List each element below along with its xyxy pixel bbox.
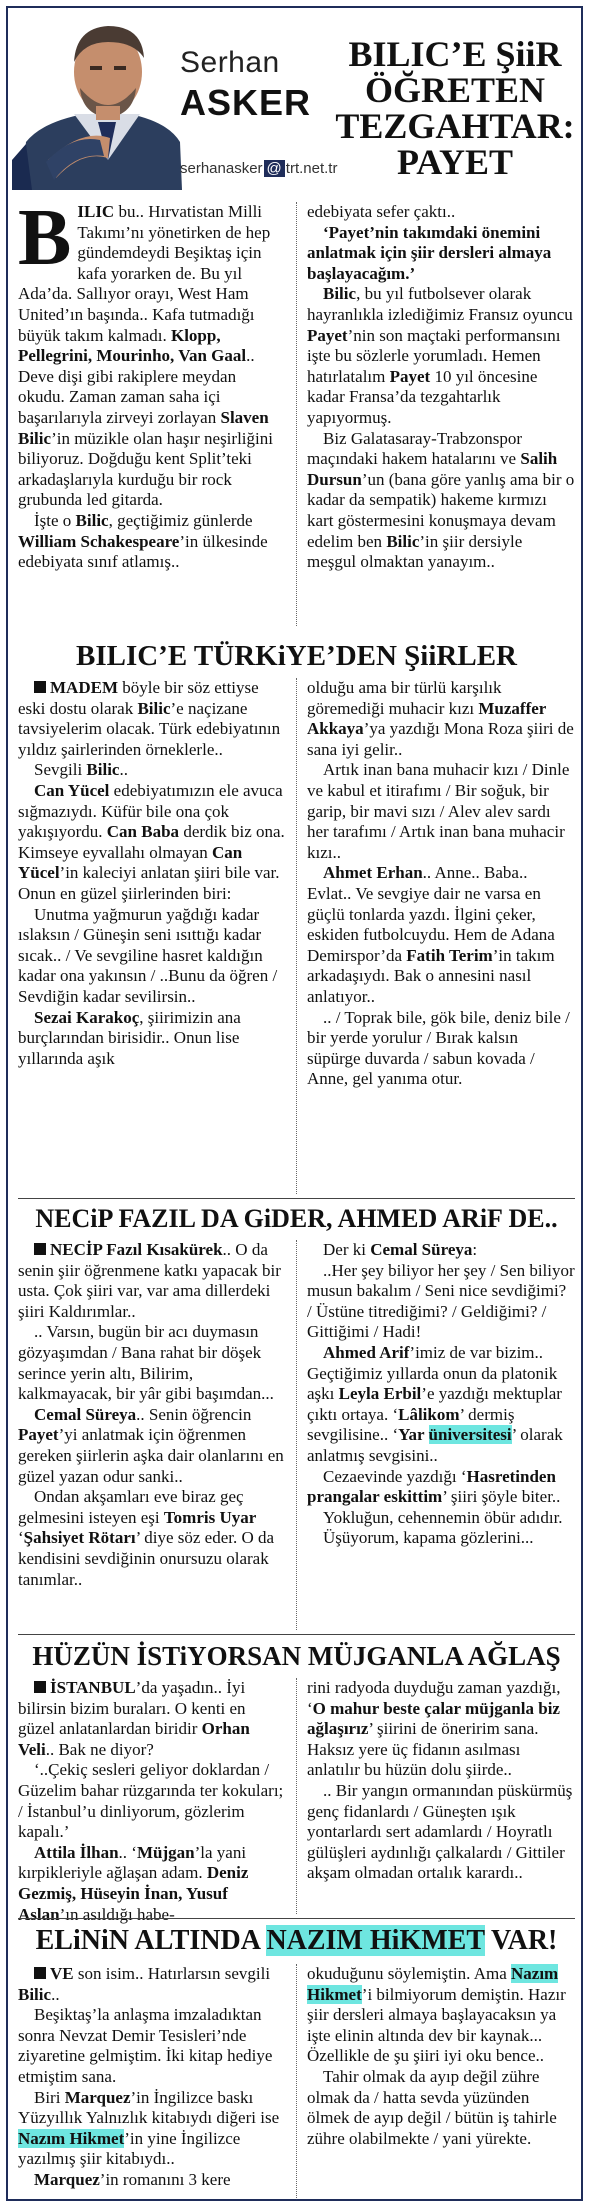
- paragraph: Biri Marquez’in İngilizce baskı Yüzyıllık Yalnızlık kitabıydı diğeri ise Nazım Hikmet’in yine İngilizce yazılmış şiir kitabıydı..: [18, 2087, 280, 2169]
- paragraph: edebiyata sefer çaktı..: [307, 202, 456, 221]
- subhead-1: BILIC’E TÜRKiYE’DEN ŞiiRLER: [75, 640, 517, 672]
- headline-line-2: ÖĞRETEN: [364, 70, 546, 110]
- author-portrait-image: [12, 10, 202, 190]
- headline-line-4: PAYET: [396, 142, 514, 182]
- square-bullet-icon: [34, 1967, 46, 1979]
- section-istanbul: [18, 1678, 575, 1924]
- newspaper-column: [6, 6, 583, 2201]
- square-bullet-icon: [34, 1243, 46, 1255]
- section-istanbul-left-column: [18, 1678, 286, 1924]
- section-rule: [18, 1918, 575, 1919]
- email-at-icon: @: [264, 160, 285, 177]
- poem-excerpt: ..Her şey biliyor her şey / Sen biliyor musun bakalım / Seni nice sevdiğimi? / Üstüne titrediğimi? / Geldiğimi? / Gittiğimi / Hadi!: [307, 1260, 575, 1342]
- paragraph: Beşiktaş’la anlaşma imzaladıktan sonra Nevzat Demir Tesisleri’nde ziyaretine gelmiştim. İki kitap hediye etmiştim sana.: [18, 2005, 273, 2086]
- section-necip-fazil-right-column: [307, 1240, 575, 1630]
- square-bullet-icon: [34, 681, 46, 693]
- section-intro-left-column: [18, 194, 286, 626]
- paragraph: Bilic, bu yıl futbolsever olarak hayranlıkla izlediğimiz Fransız oyuncu Payet’nin son maçtaki performansını işte bu sözlerle yorumladı. Hemen hatırlatalım Payet 10 yıl öncesine kadar Fransa’da tezgahtarlık yapıyormuş.: [307, 284, 573, 427]
- paragraph: Ahmed Arif’imiz de var bizim.. Geçtiğimiz yıllarda onun da platonik aşkı Leyla Erbil’e yazdığı mektuplar çıktı ortaya. ‘Lâlikom’ dermiş sevgilisine.. ‘Yar üniversitesi’ olarak anlatmış sevgisini..: [307, 1342, 563, 1465]
- section-nazim-hikmet-right-column: [307, 1964, 575, 2198]
- subhead-4: ELiNiN ALTINDA NAZIM HiKMET VAR!: [35, 1925, 558, 1956]
- author-last-name: ASKER: [180, 82, 312, 123]
- section-necip-fazil: [18, 1240, 575, 1630]
- column-divider: [296, 1678, 297, 1914]
- headline-line-3: TEZGAHTAR:: [335, 106, 575, 146]
- section-turkish-poems-right-column: [307, 678, 575, 1194]
- highlighted-name: NAZIM HiKMET: [266, 1925, 485, 1956]
- paragraph: olduğu ama bir türlü karşılık göremediği muhacir kızı Muzaffer Akkaya’ya yazdığı Mona Roza şiiri de sana iyi gelir..: [307, 678, 574, 759]
- poem-excerpt: .. Varsın, bugün bir acı duymasın gözyaşımdan / Bana rahat bir döşek serince yerin altı, Bilirim, kalkmayacak, bir yâr gibi başımdan...: [18, 1322, 274, 1404]
- section-necip-fazil-left-column: [18, 1240, 286, 1630]
- headline-line-1: BILIC’E ŞiiR: [348, 34, 562, 74]
- column-divider: [296, 1240, 297, 1630]
- section-nazim-hikmet-left-column: [18, 1964, 286, 2198]
- paragraph: İşte o Bilic, geçtiğimiz günlerde William Schakespeare’in ülkesinde edebiyata sınıf atlamış..: [18, 510, 268, 572]
- column-header: [8, 8, 581, 198]
- author-photo: [12, 10, 202, 190]
- paragraph: Marquez’in romanını 3 kere: [34, 2169, 231, 2189]
- author-email: [180, 160, 337, 177]
- section-intro-right-column: [307, 202, 575, 626]
- poem-excerpt: Unutma yağmurun yağdığı kadar ıslaksın / Güneşin seni ısıttığı kadar sıcak.. / Ve sevgiline hasret kaldığın kadar ona yakınsın / ..Bunu da öğren / Sevdiğin kadar sevilirsin..: [18, 904, 278, 1006]
- paragraph: İSTANBUL’da yaşadın.. İyi bilirsin bizim buraları. O kenti en güzel anlatanlardan biridir Orhan Veli.. Bak ne diyor?: [18, 1678, 250, 1759]
- paragraph: VE son isim.. Hatırlarsın sevgili Bilic..: [18, 1964, 271, 2004]
- paragraph: rini radyoda duyduğu zaman yazdığı, ‘O mahur beste çalar müjganla biz ağlaşırız’ şiirini de öneririm sana. Haksız yere üç fidanın asılması anlatılır bu hüzün dolu şiirde..: [307, 1678, 561, 1780]
- poem-excerpt: ‘..Çekiç sesleri geliyor doklardan / Güzelim bahar rüzgarında ter kokuları; / İstanbul’u dinliyorum, gözlerim kapalı.’: [18, 1760, 284, 1842]
- section-nazim-hikmet: [18, 1964, 575, 2198]
- highlighted-name: Nazım Hikmet: [18, 2128, 125, 2148]
- paragraph: Can Yücel edebiyatımızın ele avuca sığmazıydı. Küfür bile ona çok yakışıyordu. Can Baba derdik biz ona. Kimseye eyvallahı olmayan Can Yücel’in kaleciyi anlatan şiiri bile var. Onun en güzel şiirlerinden biri:: [18, 780, 285, 903]
- square-bullet-icon: [34, 1681, 46, 1693]
- author-first-name: Serhan: [180, 46, 280, 79]
- highlighted-name: Nazım Hikmet: [307, 1964, 559, 2004]
- section-turkish-poems-left-column: [18, 678, 286, 1194]
- section-turkish-poems: [18, 678, 575, 1194]
- column-divider: [296, 678, 297, 1194]
- paragraph: Biz Galatasaray-Trabzonspor maçındaki hakem hatalarını ve Salih Dursun’un (bana göre yanlış ama bir o kadar da sempatik) hakeme kırmızı kart göstermesini konuşmaya devam edelim ben Bilic’in şiir dersiyle meşgul olmaktan yanayım..: [307, 428, 575, 572]
- poem-excerpt: Tahir olmak da ayıp değil zühre olmak da / hatta sevda yüzünden ölmek de ayıp değil / bütün iş tahirle zühre olabilmekte / yani yürekte.: [307, 2066, 557, 2148]
- poem-line: Yokluğun, cehennemin öbür adıdır.: [323, 1507, 563, 1527]
- paragraph: Sezai Karakoç, şiirimizin ana burçlarından birisidir.. Onun lise yıllarında aşık: [18, 1007, 241, 1068]
- paragraph: NECİP Fazıl Kısakürek.. O da senin şiir öğrenmene katkı yapacak bir usta. Çok şiiri var, var ama dillerdeki şiiri Kaldırımlar..: [18, 1240, 281, 1321]
- email-user: serhanasker: [180, 160, 263, 177]
- paragraph: Cemal Süreya.. Senin öğrencin Payet’yi anlatmak için öğrenmen gereken şiirlerin aşka dair olanlarını en güzel yazan odur sanki..: [18, 1404, 284, 1486]
- drop-cap: B: [18, 194, 72, 282]
- paragraph: BILIC bu.. Hırvatistan Milli Takımı’nı yönetirken de hep gündemdeydi Beşiktaş için kafa yorarken de. Bu yıl Ada’da. Sallıyor orayı, West Ham United’ın başında.. Kafa tutmadığı büyük takım kalmadı. Klopp, Pellegrini, Mourinho, Van Gaal.. Deve dişi gibi rakiplere meydan okudu. Zaman zaman saha içi başarılarıyla zirveyi zorlayan Slaven Bilic’in müzikle olan haşır neşirliğini biliyoruz. Doğduğu kent Split’teki arkadaşlarıyla kurduğu bir rock grubunda led gitarda.: [18, 194, 273, 510]
- poem-line: Üşüyorum, kapama gözlerini...: [323, 1528, 534, 1548]
- highlighted-word: üniversitesi: [428, 1425, 512, 1445]
- section-intro: [18, 194, 575, 626]
- paragraph: Ahmet Erhan.. Anne.. Baba.. Evlat.. Ve sevgiye dair ne varsa en güçlü tonlarda yazdı. İlgini çeker, eskiden futbolcuydu. Hem de Adana Demirspor’da Fatih Terim’in takım arkadaşıydı. Bak o annesini nasıl anlatıyor..: [307, 863, 555, 1006]
- column-divider: [296, 1964, 297, 2198]
- poem-excerpt: .. / Toprak bile, gök bile, deniz bile / bir yerde yorulur / Bırak kalsın süpürge duvarda / sabun kovada / Anne, gel yanıma otur.: [307, 1007, 570, 1089]
- section-rule: [18, 1198, 575, 1199]
- paragraph: Sevgili Bilic..: [34, 760, 128, 780]
- paragraph: okuduğunu söylemiştin. Ama Nazım Hikmet’i bilmiyorum demiştin. Hazır şiir dersleri almaya başlayacaksın ya işte elinin altında dev bir kaynak... Özellikle de şu şiiri iyi oku bence..: [307, 1964, 566, 2066]
- paragraph: Ondan akşamları eve biraz geç gelmesini isteyen eşi Tomris Uyar ‘Şahsiyet Rötarı’ diye söz eder. O da kendisini sevdiğinin onursuzu olarak tanımlar..: [18, 1487, 275, 1589]
- subhead-3: HÜZÜN İSTiYORSAN MÜJGANLA AĞLAŞ: [32, 1641, 561, 1671]
- section-rule: [18, 1634, 575, 1635]
- subhead-2: NECiP FAZIL DA GiDER, AHMED ARiF DE..: [35, 1204, 558, 1233]
- paragraph: Attila İlhan.. ‘Müjgan’la yani kırpikleriyle ağlaşan adam. Deniz Gezmiş, Hüseyin İnan, Yusuf Aslan’ın asıldığı habe-: [18, 1842, 249, 1924]
- column-divider: [296, 202, 297, 626]
- paragraph: Cezaevinde yazdığı ‘Hasretinden prangalar eskittim’ şiiri şöyle biter..: [307, 1466, 561, 1507]
- section-istanbul-right-column: [307, 1678, 575, 1914]
- email-domain: trt.net.tr: [285, 160, 338, 177]
- paragraph: Der ki Cemal Süreya:: [323, 1240, 478, 1259]
- headline: [326, 36, 584, 180]
- poem-excerpt: Artık inan bana muhacir kızı / Dinle ve kabul et itirafımı / Bir soğuk, bir garip, bir mavi sızı / Alev alev sardı her tarafımı / Artık inan bana muhacir kızı..: [307, 760, 570, 862]
- pull-quote: ‘Payet’nin takımdaki önemini anlatmak için şiir dersleri almaya başlayacağım.’: [307, 222, 552, 283]
- paragraph: MADEM böyle bir söz ettiyse eski dostu olarak Bilic’e naçizane tavsiyelerim olacak. Türk edebiyatının yıldız şairlerinden örneklerle..: [18, 678, 281, 759]
- poem-excerpt: .. Bir yangın ormanından püskürmüş genç fidanlardı / Güneşten ışık yontarlardı sert adamlardı / Hoyratlı gülüşleri aydınlığı çalkalardı / Gittiler akşam olmadan ortalık karardı..: [307, 1780, 573, 1883]
